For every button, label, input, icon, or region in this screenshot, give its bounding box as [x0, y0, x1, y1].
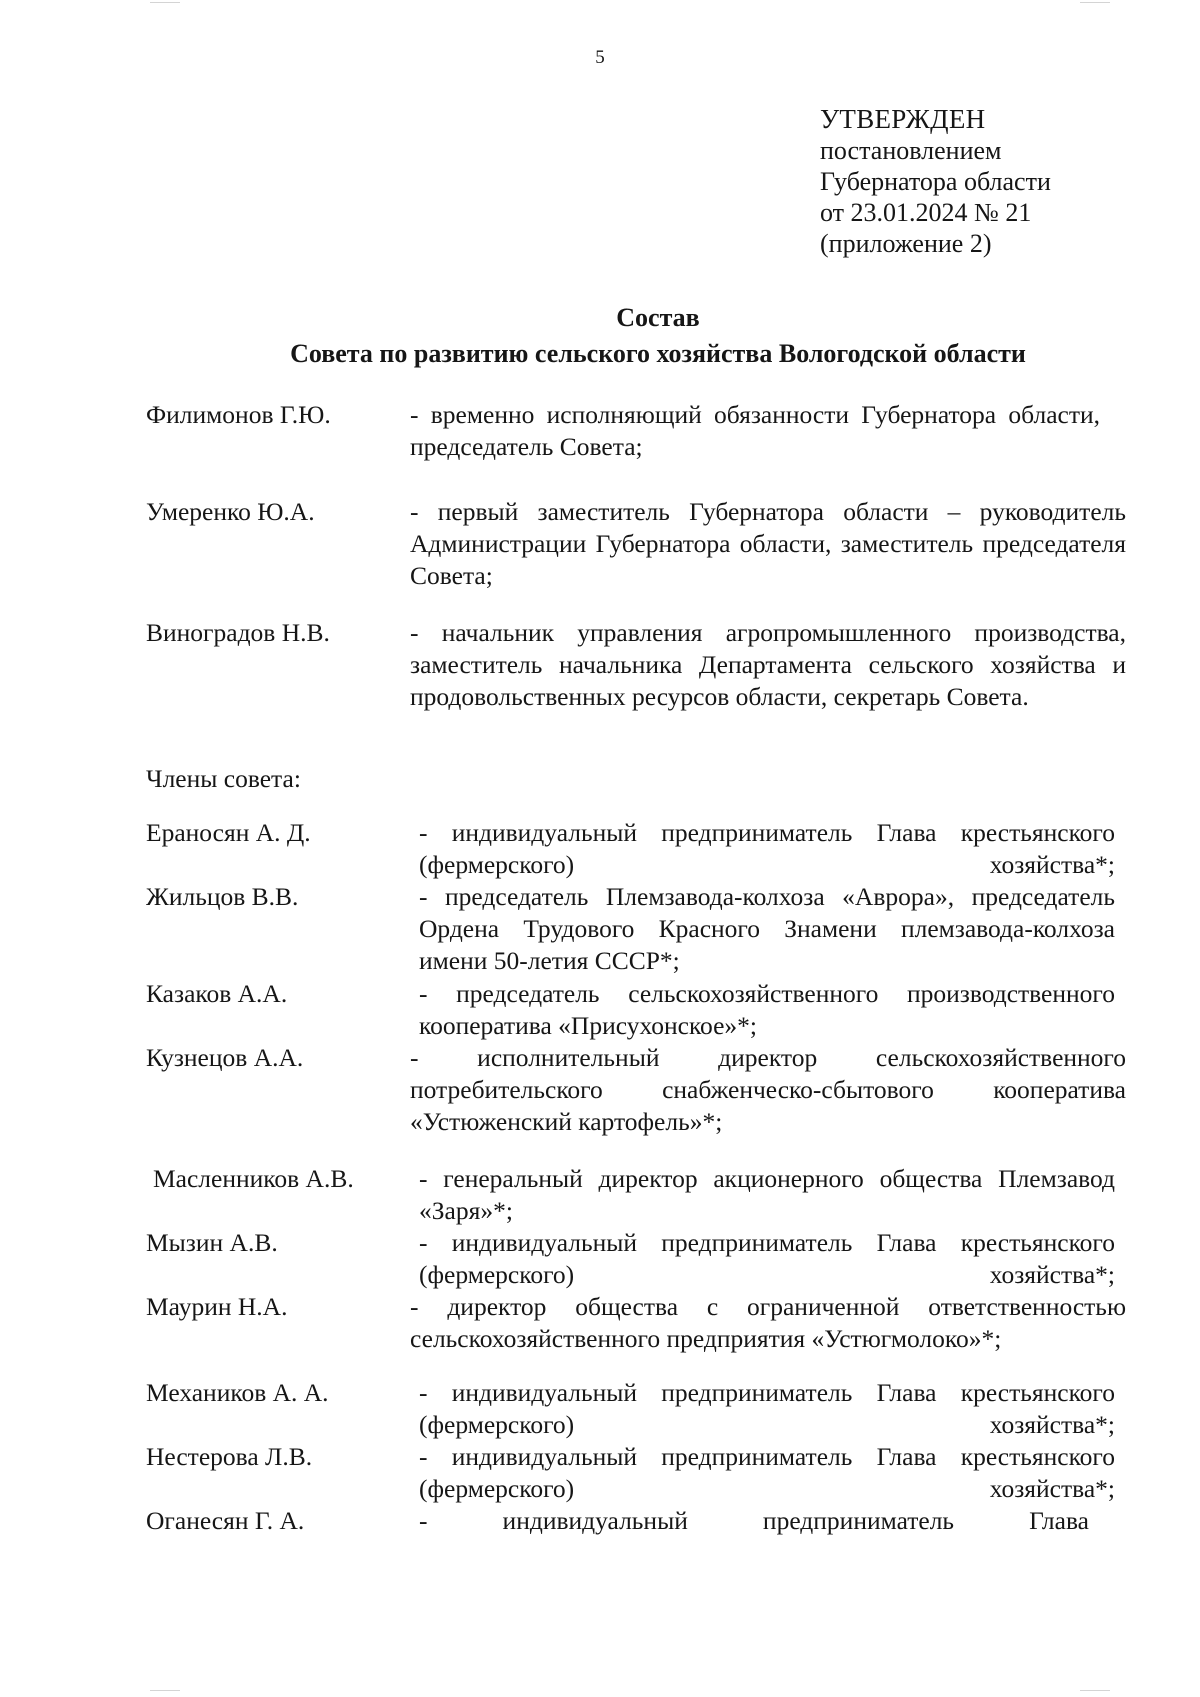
- member-name: Маурин Н.А.: [146, 1292, 288, 1321]
- member-role: - генеральный директор акционерного общества Племзавод «Заря»*;: [419, 1164, 1115, 1225]
- member-name: Ераносян А. Д.: [146, 818, 311, 847]
- member-name: Виноградов Н.В.: [146, 618, 330, 647]
- member-role: - индивидуальный предприниматель Глава крестьянского (фермерского) хозяйства*;: [419, 1228, 1115, 1289]
- title-line-council-name: Совета по развитию сельского хозяйства Вологодской области: [290, 339, 1026, 368]
- page-number: 5: [595, 47, 605, 68]
- member-name: Механиков А. А.: [146, 1378, 329, 1407]
- member-name: Филимонов Г.Ю.: [146, 400, 331, 429]
- scan-edge-mark: [1080, 1690, 1110, 1691]
- scan-edge-mark: [1080, 2, 1110, 3]
- member-name: Умеренко Ю.А.: [146, 497, 315, 526]
- member-name: Масленников А.В.: [153, 1164, 354, 1193]
- members-section-heading: Члены совета:: [146, 764, 301, 793]
- member-role: - директор общества с ограниченной ответственностью сельскохозяйственного предприятия «Устюгмолоко»*;: [410, 1292, 1126, 1353]
- member-role: - председатель сельскохозяйственного производственного кооператива «Присухонское»*;: [419, 979, 1115, 1040]
- member-role: - индивидуальный предприниматель Глава крестьянского (фермерского) хозяйства*;: [419, 1378, 1115, 1439]
- member-role: - председатель Племзавода-колхоза «Аврора», председатель Ордена Трудового Красного Знамени племзавода-колхоза имени 50-летия СССР*;: [419, 882, 1115, 975]
- member-name: Оганесян Г. А.: [146, 1506, 305, 1535]
- title-line-composition: Состав: [616, 303, 700, 332]
- member-role: - исполнительный директор сельскохозяйственного потребительского снабженческо-сбытового кооператива «Устюженский картофель»*;: [410, 1043, 1126, 1136]
- approval-line-appendix: (приложение 2): [820, 229, 992, 258]
- approval-line-governor: Губернатора области: [820, 167, 1051, 196]
- member-role: - первый заместитель Губернатора области – руководитель Администрации Губернатора области, заместитель председателя Совета;: [410, 497, 1126, 590]
- approval-line-date-number: от 23.01.2024 № 21: [820, 198, 1032, 227]
- approval-line-decree: постановлением: [820, 136, 1002, 165]
- member-name: Жильцов В.В.: [146, 882, 299, 911]
- member-role: - индивидуальный предприниматель Глава крестьянского (фермерского) хозяйства*;: [419, 818, 1115, 879]
- scan-edge-mark: [150, 1690, 180, 1691]
- scan-edge-mark: [150, 2, 180, 3]
- member-name: Нестерова Л.В.: [146, 1442, 313, 1471]
- member-role: - индивидуальный предприниматель Глава: [419, 1506, 1089, 1535]
- member-name: Кузнецов А.А.: [146, 1043, 304, 1072]
- member-role: - индивидуальный предприниматель Глава крестьянского (фермерского) хозяйства*;: [419, 1442, 1115, 1503]
- member-name: Мызин А.В.: [146, 1228, 278, 1257]
- member-role: - начальник управления агропромышленного производства, заместитель начальника Департамента сельского хозяйства и продовольственных ресурсов области, секретарь Совета.: [410, 618, 1126, 711]
- member-role: - временно исполняющий обязанности Губернатора области, председатель Совета;: [410, 400, 1100, 461]
- approval-heading: УТВЕРЖДЕН: [820, 104, 986, 134]
- member-name: Казаков А.А.: [146, 979, 288, 1008]
